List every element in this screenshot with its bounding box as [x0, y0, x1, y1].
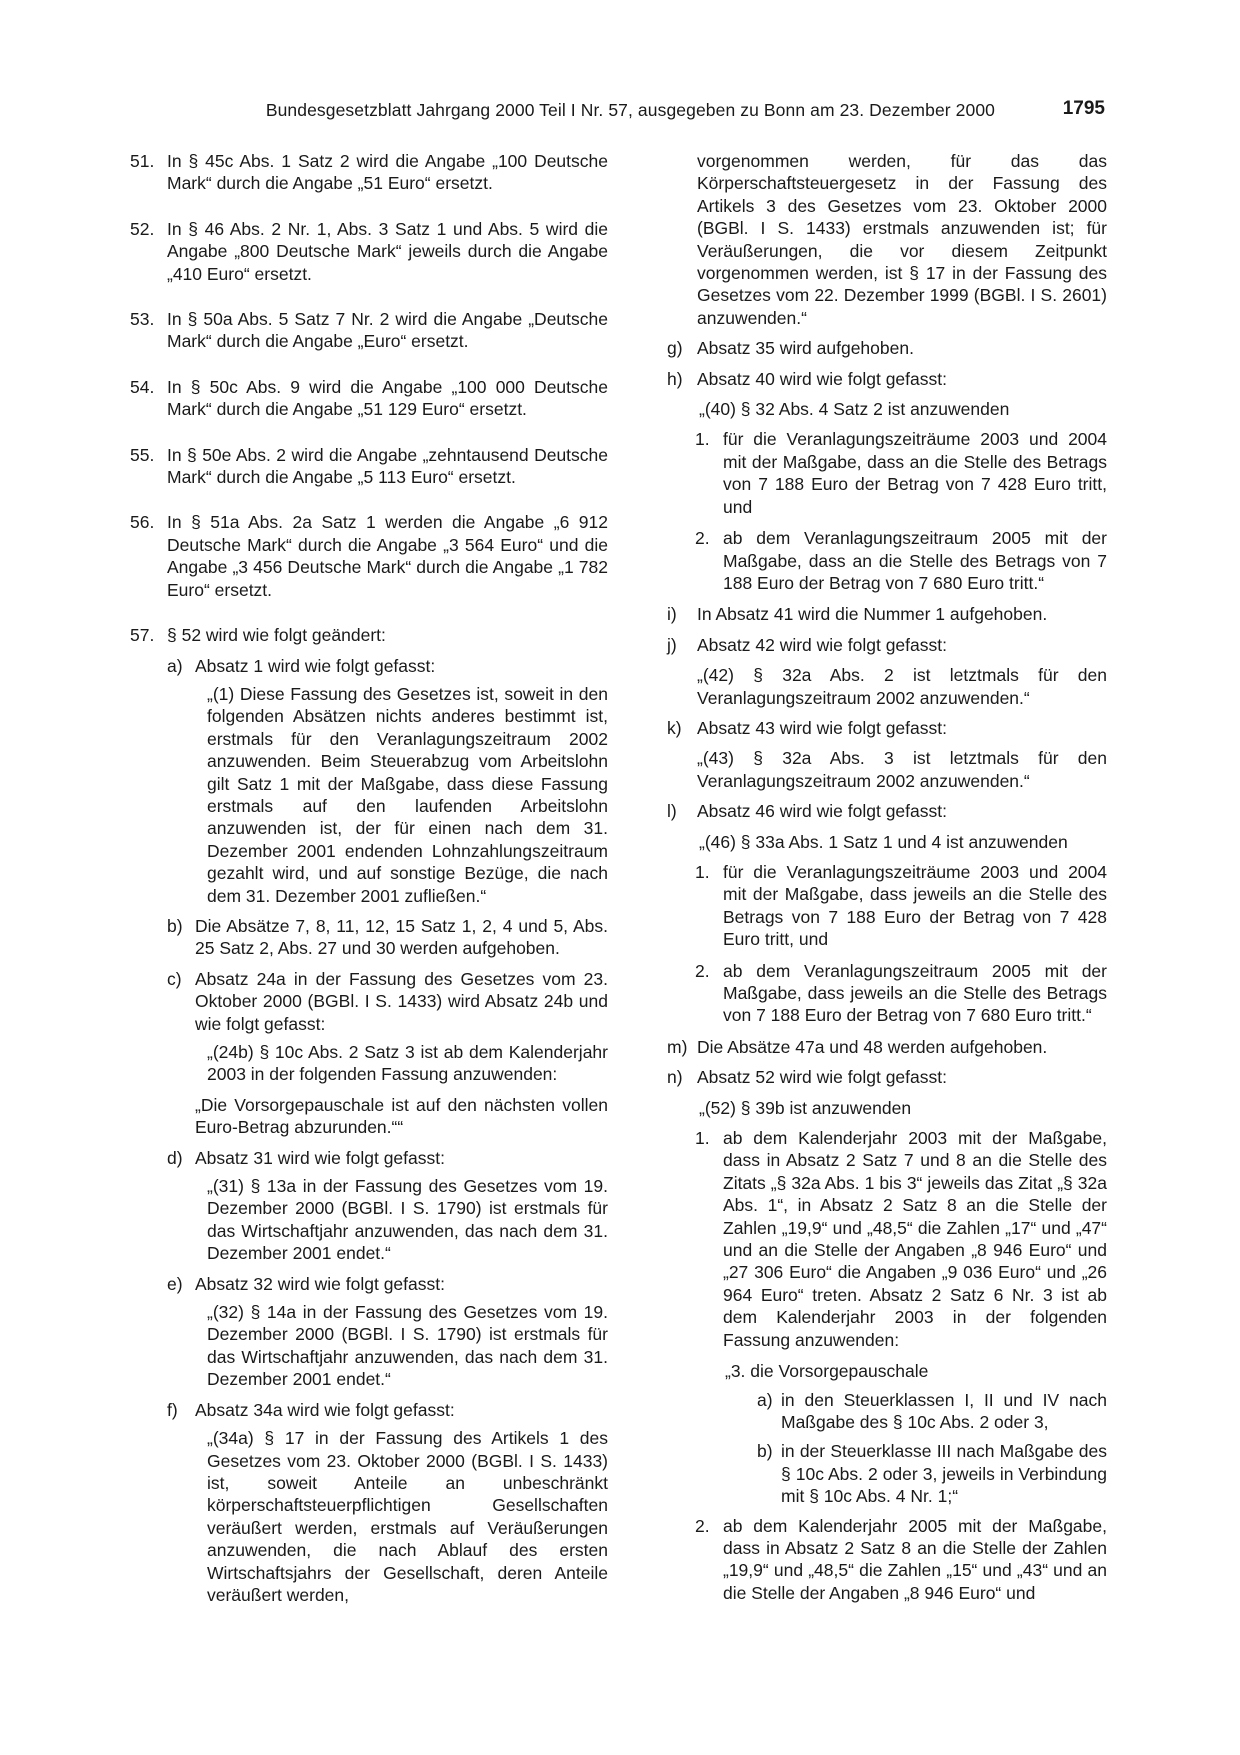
list-item: [130, 444, 608, 489]
sub-text: Absatz 40 wird wie folgt gefasst:: [697, 368, 947, 389]
item-text: In § 50c Abs. 9 wird die Angabe „100 000 Deutsche Mark“ durch die Angabe „51 129 Euro“ ersetzt.: [167, 376, 608, 420]
sub-label: e): [167, 1273, 183, 1294]
quote: „(34a) § 17 in der Fassung des Artikels 1 des Gesetzes vom 23. Oktober 2000 (BGBl. I S. 1433) ist, soweit Anteile an unbeschränkt körperschaftsteuerpflichtigen Gesellschaften veräußert werden, erstmals auf Veräußerungen anzuwenden, die nach Ablauf des ersten Wirtschaftsjahrs der Gesellschaft, deren Anteile veräußert werden,: [207, 1428, 608, 1605]
sub-text: Absatz 46 wird wie folgt gefasst:: [697, 801, 947, 822]
list-item: [130, 511, 608, 601]
inner-quote: „3. die Vorsorgepauschale: [725, 1361, 929, 1382]
quote: „(24b) § 10c Abs. 2 Satz 3 ist ab dem Kalenderjahr 2003 in der folgenden Fassung anzuwenden:: [207, 1042, 608, 1085]
item-number: 56.: [130, 512, 155, 533]
numbered-text: für die Veranlagungszeiträume 2003 und 2004 mit der Maßgabe, dass jeweils an die Stelle des Betrags von 7 188 Euro der Betrag von 7 428 Euro tritt, und: [723, 861, 1107, 950]
sub-text: In Absatz 41 wird die Nummer 1 aufgehoben.: [697, 604, 1048, 625]
number-label: 1.: [695, 861, 710, 882]
numbered-item: [695, 428, 1107, 518]
sub-label: h): [667, 368, 683, 389]
item-number: 51.: [130, 151, 155, 171]
right-column: [667, 150, 1107, 1613]
numbered-item: [695, 527, 1107, 594]
number-label: 1.: [695, 429, 710, 450]
quote: „(43) § 32a Abs. 3 ist letztmals für den Veranlagungszeitraum 2002 anzuwenden.“: [697, 748, 1107, 791]
sub-text: Absatz 52 wird wie folgt gefasst:: [697, 1067, 947, 1088]
sub-label: l): [667, 801, 677, 822]
inner-label: a): [757, 1389, 773, 1410]
sub-label: a): [167, 655, 183, 676]
left-column: [130, 150, 608, 1614]
number-label: 1.: [695, 1128, 710, 1149]
quote: „(52) § 39b ist anzuwenden: [699, 1097, 912, 1118]
sub-item-c: [167, 968, 608, 1139]
item-number: 53.: [130, 309, 155, 330]
quote: „Die Vorsorgepauschale ist auf den nächsten vollen Euro-Betrag abzurunden.““: [195, 1094, 608, 1138]
list-item: [130, 376, 608, 421]
list-item: [130, 308, 608, 353]
sub-item-g: [667, 337, 1107, 359]
sub-label: f): [167, 1399, 178, 1420]
sub-item-i: [667, 603, 1107, 625]
numbered-item: [695, 1515, 1107, 1605]
sub-label: d): [167, 1147, 183, 1168]
quote: „(32) § 14a in der Fassung des Gesetzes vom 19. Dezember 2000 (BGBl. I S. 1790) ist erstmals für das Wirtschaftjahr anzuwenden, das nach dem 31. Dezember 2001 endet.“: [207, 1302, 608, 1390]
item-number: 55.: [130, 444, 155, 465]
sub-item-l: [667, 800, 1107, 822]
sub-text: Die Absätze 47a und 48 werden aufgehoben.: [697, 1036, 1048, 1057]
sub-label: n): [667, 1067, 683, 1088]
inner-item: [757, 1389, 1107, 1434]
sub-item-f: [167, 1399, 608, 1607]
inner-label: b): [757, 1441, 773, 1462]
sub-item-k: [667, 717, 1107, 739]
item-number: 52.: [130, 218, 155, 239]
sub-label: i): [667, 604, 677, 625]
sub-text: Absatz 35 wird aufgehoben.: [697, 338, 914, 359]
item-text: In § 51a Abs. 2a Satz 1 werden die Angabe „6 912 Deutsche Mark“ durch die Angabe „3 564 Euro“ und die Angabe „3 456 Deutsche Mark“ durch die Angabe „1 782 Euro“ ersetzt.: [167, 512, 608, 600]
sub-text: Die Absätze 7, 8, 11, 12, 15 Satz 1, 2, 4 und 5, Abs. 25 Satz 2, Abs. 27 und 30 werden aufgehoben.: [195, 915, 608, 959]
sub-item-e: [167, 1273, 608, 1391]
number-label: 2.: [695, 1515, 710, 1536]
page-header: [130, 98, 1105, 128]
numbered-item: [695, 960, 1107, 1027]
sub-text: Absatz 42 wird wie folgt gefasst:: [697, 634, 947, 655]
item-text: In § 50a Abs. 5 Satz 7 Nr. 2 wird die Angabe „Deutsche Mark“ durch die Angabe „Euro“ ersetzt.: [167, 309, 608, 352]
sub-text: Absatz 43 wird wie folgt gefasst:: [697, 717, 947, 738]
sub-text: Absatz 24a in der Fassung des Gesetzes vom 23. Oktober 2000 (BGBl. I S. 1433) wird Absatz 24b und wie folgt gefasst:: [195, 968, 608, 1034]
sub-item-d: [167, 1147, 608, 1265]
header-title: Bundesgesetzblatt Jahrgang 2000 Teil I Nr. 57, ausgegeben zu Bonn am 23. Dezember 2000: [265, 100, 995, 120]
list-item: [130, 150, 608, 195]
item-number: 57.: [130, 625, 155, 646]
numbered-text: ab dem Kalenderjahr 2005 mit der Maßgabe, dass in Absatz 2 Satz 8 an die Stelle der Zahlen „19,9“ und „48,5“ die Zahlen „15“ und „43“ und an die Stelle der Angaben „8 946 Euro“ und: [723, 1515, 1107, 1603]
item-number: 54.: [130, 376, 155, 397]
numbered-item: [695, 1127, 1107, 1351]
number-label: 2.: [695, 528, 710, 549]
sub-text: Absatz 31 wird wie folgt gefasst:: [195, 1147, 445, 1168]
sub-item-j: [667, 634, 1107, 656]
number-label: 2.: [695, 960, 710, 981]
inner-text: in der Steuerklasse III nach Maßgabe des § 10c Abs. 2 oder 3, jeweils in Verbindung mit § 10c Abs. 4 Nr. 1;“: [781, 1441, 1107, 1507]
list-item: [130, 624, 608, 1606]
sub-label: m): [667, 1036, 688, 1057]
sub-text: Absatz 34a wird wie folgt gefasst:: [195, 1399, 455, 1420]
item-text: § 52 wird wie folgt geändert:: [167, 625, 386, 646]
quote: „(1) Diese Fassung des Gesetzes ist, soweit in den folgenden Absätzen nichts anderes bestimmt ist, erstmals für den Veranlagungszeitraum 2002 anzuwenden. Beim Steuerabzug vom Arbeitslohn gilt Satz 1 mit der Maßgabe, dass diese Fassung erstmals auf den laufenden Arbeitslohn anzuwenden ist, der für einen nach dem 31. Dezember 2001 endenden Lohnzahlungszeitraum gezahlt wird, und auf sonstige Bezüge, die nach dem 31. Dezember 2001 zufließen.“: [207, 683, 608, 906]
inner-text: in den Steuerklassen I, II und IV nach Maßgabe des § 10c Abs. 2 oder 3,: [781, 1389, 1107, 1432]
sub-item-a: [167, 655, 608, 907]
sub-text: Absatz 1 wird wie folgt gefasst:: [195, 655, 436, 676]
item-text: In § 50e Abs. 2 wird die Angabe „zehntausend Deutsche Mark“ durch die Angabe „5 113 Euro“ ersetzt.: [167, 444, 608, 488]
sub-item-h: [667, 368, 1107, 390]
quote: „(46) § 33a Abs. 1 Satz 1 und 4 ist anzuwenden: [699, 831, 1068, 852]
sub-item-n: [667, 1066, 1107, 1088]
page-number: 1795: [1062, 98, 1105, 119]
sub-label: c): [167, 968, 182, 989]
numbered-text: ab dem Kalenderjahr 2003 mit der Maßgabe, dass in Absatz 2 Satz 7 und 8 an die Stelle des Zitats „§ 32a Abs. 1 bis 3“ jeweils das Zitat „§ 32a Abs. 1“, in Absatz 2 Satz 8 an die Stelle der Zahlen „19,9“ und „48,5“ die Zahlen „17“ und „47“ und an die Stelle der Angaben „8 946 Euro“ und „27 306 Euro“ die Angaben „9 036 Euro“ und „26 964 Euro“ treten. Absatz 2 Satz 6 Nr. 3 ist ab dem Kalenderjahr 2003 in der folgenden Fassung anzuwenden:: [723, 1128, 1107, 1350]
quote: „(40) § 32 Abs. 4 Satz 2 ist anzuwenden: [699, 399, 1010, 420]
inner-item: [757, 1440, 1107, 1507]
numbered-text: für die Veranlagungszeiträume 2003 und 2004 mit der Maßgabe, dass an die Stelle des Betrags von 7 188 Euro der Betrag von 7 428 Euro tritt, und: [723, 429, 1107, 517]
numbered-text: ab dem Veranlagungszeitraum 2005 mit der Maßgabe, dass an die Stelle des Betrags von 7 188 Euro der Betrag von 7 680 Euro tritt.“: [723, 528, 1107, 593]
quote: „(31) § 13a in der Fassung des Gesetzes vom 19. Dezember 2000 (BGBl. I S. 1790) ist erstmals für das Wirtschaftjahr anzuwenden, das nach dem 31. Dezember 2001 endet.“: [207, 1176, 608, 1264]
quote: „(42) § 32a Abs. 2 ist letztmals für den Veranlagungszeitraum 2002 anzuwenden.“: [697, 665, 1107, 708]
item-text: In § 45c Abs. 1 Satz 2 wird die Angabe „100 Deutsche Mark“ durch die Angabe „51 Euro“ ersetzt.: [167, 151, 608, 194]
sub-label: g): [667, 338, 683, 359]
numbered-text: ab dem Veranlagungszeitraum 2005 mit der Maßgabe, dass jeweils an die Stelle des Betrags von 7 188 Euro der Betrag von 7 680 Euro tritt.“: [723, 960, 1107, 1026]
sub-item-b: [167, 915, 608, 960]
sub-text: Absatz 32 wird wie folgt gefasst:: [195, 1273, 445, 1294]
sub-label: k): [667, 717, 682, 738]
continuation-text: vorgenommen werden, für das das Körperschaftsteuergesetz in der Fassung des Artikels 3 des Gesetzes vom 23. Oktober 2000 (BGBl. I S. 1433) erstmals anzuwenden ist; für Veräußerungen, die vor diesem Zeitpunkt vorgenommen werden, ist § 17 in der Fassung des Gesetzes vom 22. Dezember 1999 (BGBl. I S. 2601) anzuwenden.“: [697, 151, 1107, 328]
sub-label: j): [667, 634, 677, 655]
numbered-item: [695, 861, 1107, 951]
list-item: [130, 218, 608, 285]
sub-label: b): [167, 915, 183, 936]
sub-item-m: [667, 1036, 1107, 1058]
item-text: In § 46 Abs. 2 Nr. 1, Abs. 3 Satz 1 und Abs. 5 wird die Angabe „800 Deutsche Mark“ jeweils durch die Angabe „410 Euro“ ersetzt.: [167, 218, 608, 284]
